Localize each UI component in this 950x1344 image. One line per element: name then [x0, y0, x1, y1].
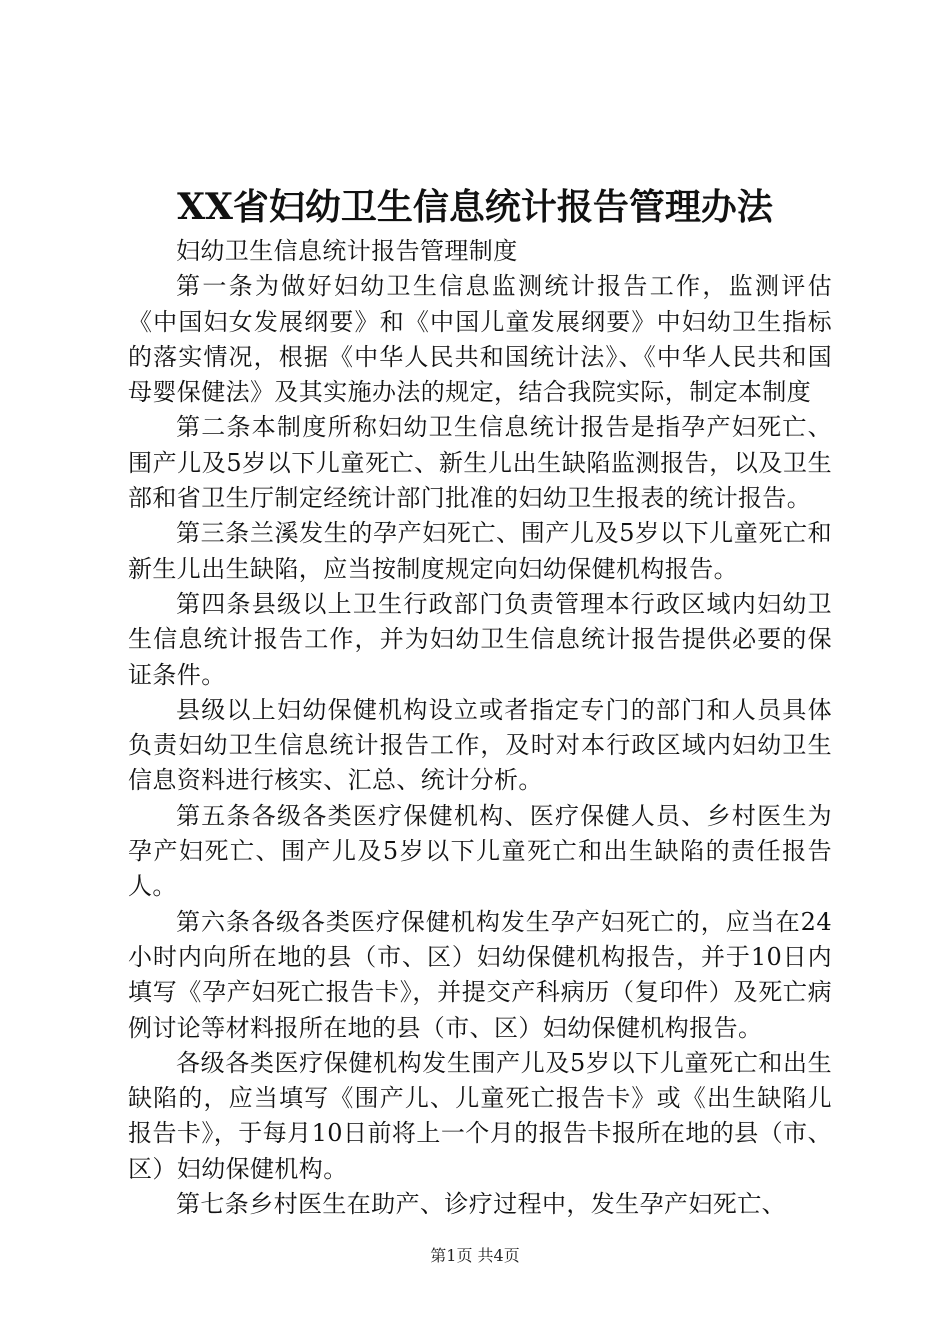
- paragraph: 第一条为做好妇幼卫生信息监测统计报告工作，监测评估《中国妇女发展纲要》和《中国儿童发展纲要》中妇幼卫生指标的落实情况，根据《中华人民共和国统计法》、《中华人民共和国母婴保健法》及其实施办法的规定，结合我院实际，制定本制度: [128, 272, 832, 407]
- document-title: XX省妇幼卫生信息统计报告管理办法: [177, 186, 773, 228]
- paragraph: 第七条乡村医生在助产、诊疗过程中，发生孕产妇死亡、: [176, 1190, 786, 1219]
- paragraph: 第六条各级各类医疗保健机构发生孕产妇死亡的，应当在24小时内向所在地的县（市、区）妇幼保健机构报告，并于10日内填写《孕产妇死亡报告卡》，并提交产科病历（复印件）及死亡病例讨论等材料报所在地的县（市、区）妇幼保健机构报告。: [128, 907, 832, 1042]
- document-body: [128, 234, 832, 1222]
- paragraph: 妇幼卫生信息统计报告管理制度: [176, 237, 518, 265]
- paragraph: 第三条兰溪发生的孕产妇死亡、围产儿及5岁以下儿童死亡和新生儿出生缺陷，应当按制度规定向妇幼保健机构报告。: [128, 519, 832, 583]
- page-footer: 第1页 共4页: [430, 1246, 520, 1265]
- paragraph: 第二条本制度所称妇幼卫生信息统计报告是指孕产妇死亡、围产儿及5岁以下儿童死亡、新生儿出生缺陷监测报告，以及卫生部和省卫生厅制定经统计部门批准的妇幼卫生报表的统计报告。: [128, 413, 832, 513]
- paragraph: 第四条县级以上卫生行政部门负责管理本行政区域内妇幼卫生信息统计报告工作，并为妇幼卫生信息统计报告提供必要的保证条件。: [128, 589, 832, 689]
- paragraph: 各级各类医疗保健机构发生围产儿及5岁以下儿童死亡和出生缺陷的，应当填写《围产儿、儿童死亡报告卡》或《出生缺陷儿报告卡》，于每月10日前将上一个月的报告卡报所在地的县（市、区）妇幼保健机构。: [128, 1048, 832, 1183]
- paragraph: 第五条各级各类医疗保健机构、医疗保健人员、乡村医生为孕产妇死亡、围产儿及5岁以下儿童死亡和出生缺陷的责任报告人。: [128, 801, 832, 901]
- paragraph: 县级以上妇幼保健机构设立或者指定专门的部门和人员具体负责妇幼卫生信息统计报告工作，及时对本行政区域内妇幼卫生信息资料进行核实、汇总、统计分析。: [128, 695, 832, 795]
